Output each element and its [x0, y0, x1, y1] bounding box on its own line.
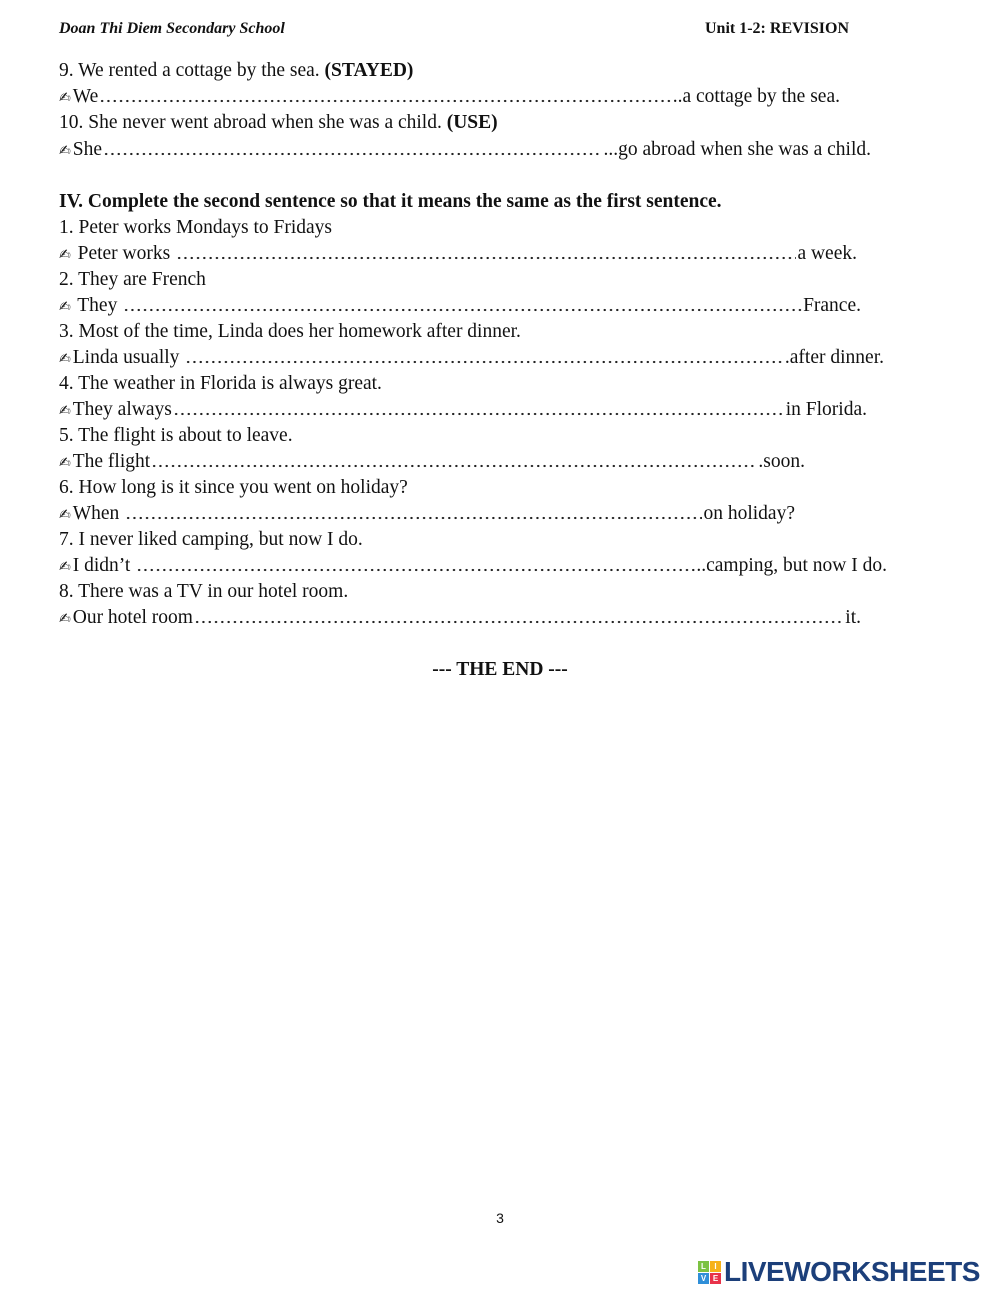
answer-suffix: it. [845, 607, 861, 628]
answer-suffix: ..camping, but now I do. [696, 555, 887, 576]
keyword: (STAYED) [324, 60, 414, 81]
answer-line-5[interactable] [59, 450, 805, 474]
section-4-title: IV. Complete the second sentence so that it means the same as the first sentence. [59, 191, 722, 212]
answer-blank[interactable] [99, 99, 671, 103]
answer-line-7[interactable] [59, 554, 887, 578]
writing-hand-icon: ✍ [59, 351, 71, 367]
answer-suffix: in Florida. [785, 399, 867, 420]
writing-hand-icon: ✍ [59, 403, 71, 419]
answer-line-8[interactable] [59, 606, 861, 630]
answer-suffix: on holiday? [703, 503, 795, 524]
answer-prefix: They [72, 295, 123, 316]
writing-hand-icon: ✍ [59, 143, 71, 159]
question-text: 9. We rented a cottage by the sea. [59, 60, 325, 81]
answer-blank[interactable] [103, 152, 603, 156]
the-end: --- THE END --- [432, 659, 568, 680]
answer-blank[interactable] [151, 464, 757, 468]
question-4: 4. The weather in Florida is always great. [59, 373, 382, 394]
question-text: 10. She never went abroad when she was a child. [59, 112, 447, 133]
answer-suffix: .after dinner. [784, 347, 884, 368]
unit-title: Unit 1-2: REVISION [705, 20, 850, 37]
writing-hand-icon: ✍ [59, 455, 71, 471]
question-7: 7. I never liked camping, but now I do. [59, 529, 363, 550]
answer-prefix: Peter works [72, 243, 176, 264]
answer-line-1[interactable] [59, 242, 857, 266]
question-9 [59, 59, 413, 83]
answer-suffix: ..a cottage by the sea. [672, 86, 840, 107]
answer-line-4[interactable] [59, 398, 867, 422]
answer-blank[interactable] [136, 568, 695, 572]
question-10 [59, 111, 498, 135]
writing-hand-icon: ✍ [59, 559, 71, 575]
answer-line-9[interactable] [59, 85, 840, 109]
answer-prefix: I didn’t [72, 555, 136, 576]
question-5: 5. The flight is about to leave. [59, 425, 293, 446]
writing-hand-icon: ✍ [59, 247, 71, 263]
answer-blank[interactable] [194, 620, 844, 624]
liveworksheets-logo [698, 1256, 980, 1288]
answer-prefix: Linda usually [72, 347, 185, 368]
writing-hand-icon: ✍ [59, 90, 71, 106]
question-2: 2. They are French [59, 269, 206, 290]
question-8: 8. There was a TV in our hotel room. [59, 581, 349, 602]
page-number: 3 [496, 1210, 504, 1226]
answer-blank[interactable] [176, 256, 796, 260]
answer-prefix: The flight [72, 451, 151, 472]
answer-line-10[interactable] [59, 138, 871, 162]
answer-blank[interactable] [173, 412, 785, 416]
question-1: 1. Peter works Mondays to Fridays [59, 217, 332, 238]
writing-hand-icon: ✍ [59, 299, 71, 315]
answer-suffix: France. [803, 295, 861, 316]
writing-hand-icon: ✍ [59, 611, 71, 627]
answer-prefix: We [72, 86, 99, 107]
answer-prefix: She [72, 139, 102, 160]
answer-prefix: Our hotel room [72, 607, 193, 628]
question-6: 6. How long is it since you went on holiday? [59, 477, 408, 498]
answer-line-3[interactable] [59, 346, 884, 370]
answer-blank[interactable] [123, 308, 802, 312]
school-name: Doan Thi Diem Secondary School [59, 20, 285, 37]
writing-hand-icon: ✍ [59, 507, 71, 523]
question-3: 3. Most of the time, Linda does her homework after dinner. [59, 321, 521, 342]
answer-prefix: When [72, 503, 125, 524]
logo-text: LIVEWORKSHEETS [724, 1256, 980, 1287]
live-badge-icon: L I V E [698, 1261, 721, 1284]
keyword: (USE) [446, 112, 498, 133]
answer-blank[interactable] [185, 360, 784, 364]
answer-blank[interactable] [125, 516, 702, 520]
answer-suffix: .soon. [758, 451, 805, 472]
answer-prefix: They always [72, 399, 172, 420]
answer-suffix: ...go abroad when she was a child. [603, 139, 871, 160]
answer-suffix: a week. [797, 243, 857, 264]
answer-line-6[interactable] [59, 502, 795, 526]
answer-line-2[interactable] [59, 294, 861, 318]
